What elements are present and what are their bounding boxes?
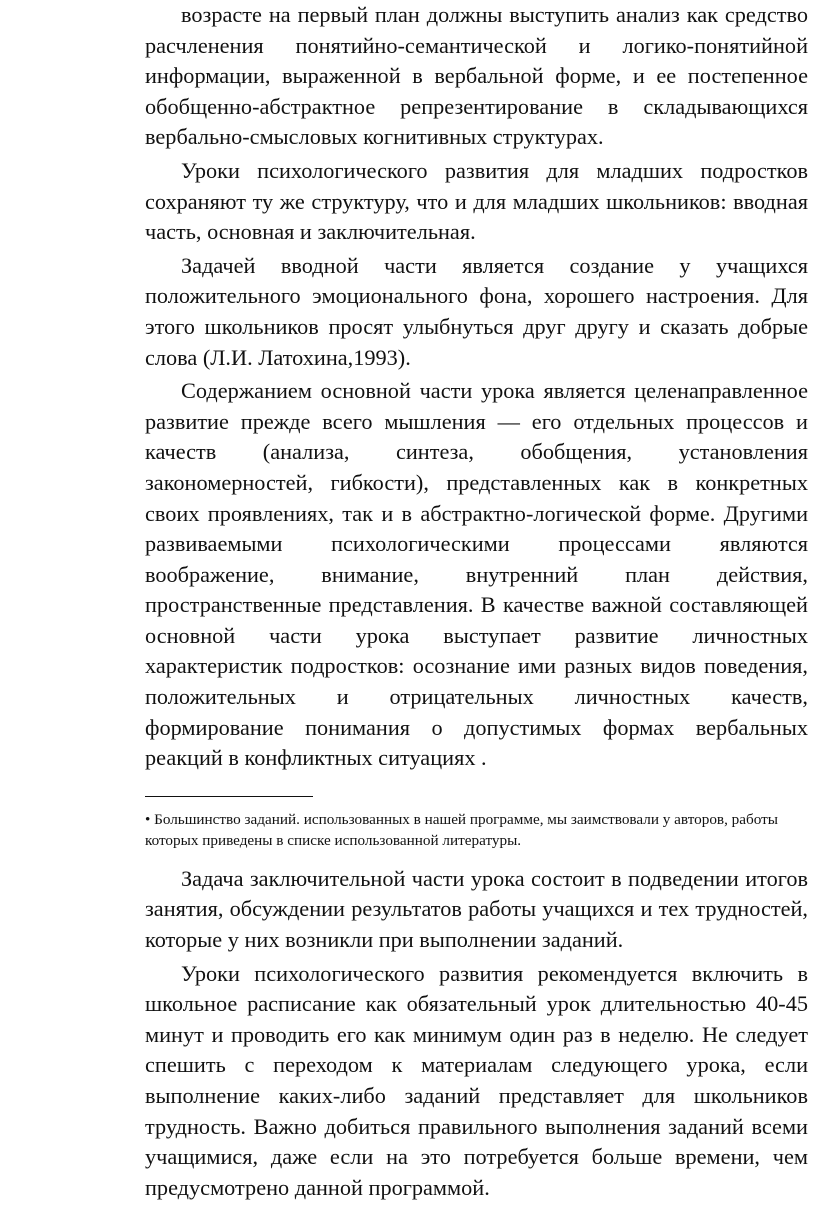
paragraph-intro-part: Задачей вводной части является создание у учащихся положительного эмоционального фона, хорошего настроения. Для этого школьников просят улыбнуться друг другу и сказать добрые слова (Л.И. Латохина,1993). bbox=[145, 252, 808, 370]
document-page bbox=[145, 0, 808, 1203]
paragraph-schedule: Уроки психологического развития рекомендуется включить в школьное расписание как обязательный урок длительностью 40-45 минут и проводить его как минимум один раз в неделю. Не следует спешить с переходом к материалам следующего урока, если выполнение каких-либо заданий представляет для школьников трудность. Важно добиться правильного выполнения заданий всеми учащимися, даже если на это потребуется больше времени, чем предусмотрено данной программой. bbox=[145, 960, 808, 1200]
paragraph-continuation: возрасте на первый план должны выступить анализ как средство расчленения понятийно-семантической и логико-понятийной информации, выраженной в вербальной форме, и ее постепенное обобщенно-абстрактное репрезентирование в складывающихся вербально-смысловых когнитивных структурах. bbox=[145, 2, 808, 150]
footnote-separator bbox=[145, 796, 313, 797]
paragraph-structure: Уроки психологического развития для младших подростков сохраняют ту же структуру, что и для младших школьников: вводная часть, основная и заключительная. bbox=[145, 157, 808, 245]
footnote: • Большинство заданий. использованных в нашей программе, мы заимствовали у авторов, работы которых приведены в списке использованной литературы. bbox=[145, 810, 778, 849]
paragraph-main-part: Содержанием основной части урока является целенаправленное развитие прежде всего мышления — его отдельных процессов и качеств (анализа, синтеза, обобщения, установления закономерностей, гибкости), представленных как в конкретных своих проявлениях, так и в абстрактно-логической форме. Другими развиваемыми психологическими процессами являются воображение, внимание, внутренний план действия, пространственные представления. В качестве важной составляющей основной части урока выступает развитие личностных характеристик подростков: осознание ими разных видов поведения, положительных и отрицательных личностных качеств, формирование понимания о допустимых формах вербальных реакций в конфликтных ситуациях . bbox=[145, 378, 808, 771]
paragraph-final-part: Задача заключительной части урока состоит в подведении итогов занятия, обсуждении результатов работы учащихся и тех трудностей, которые у них возникли при выполнении заданий. bbox=[145, 865, 808, 953]
